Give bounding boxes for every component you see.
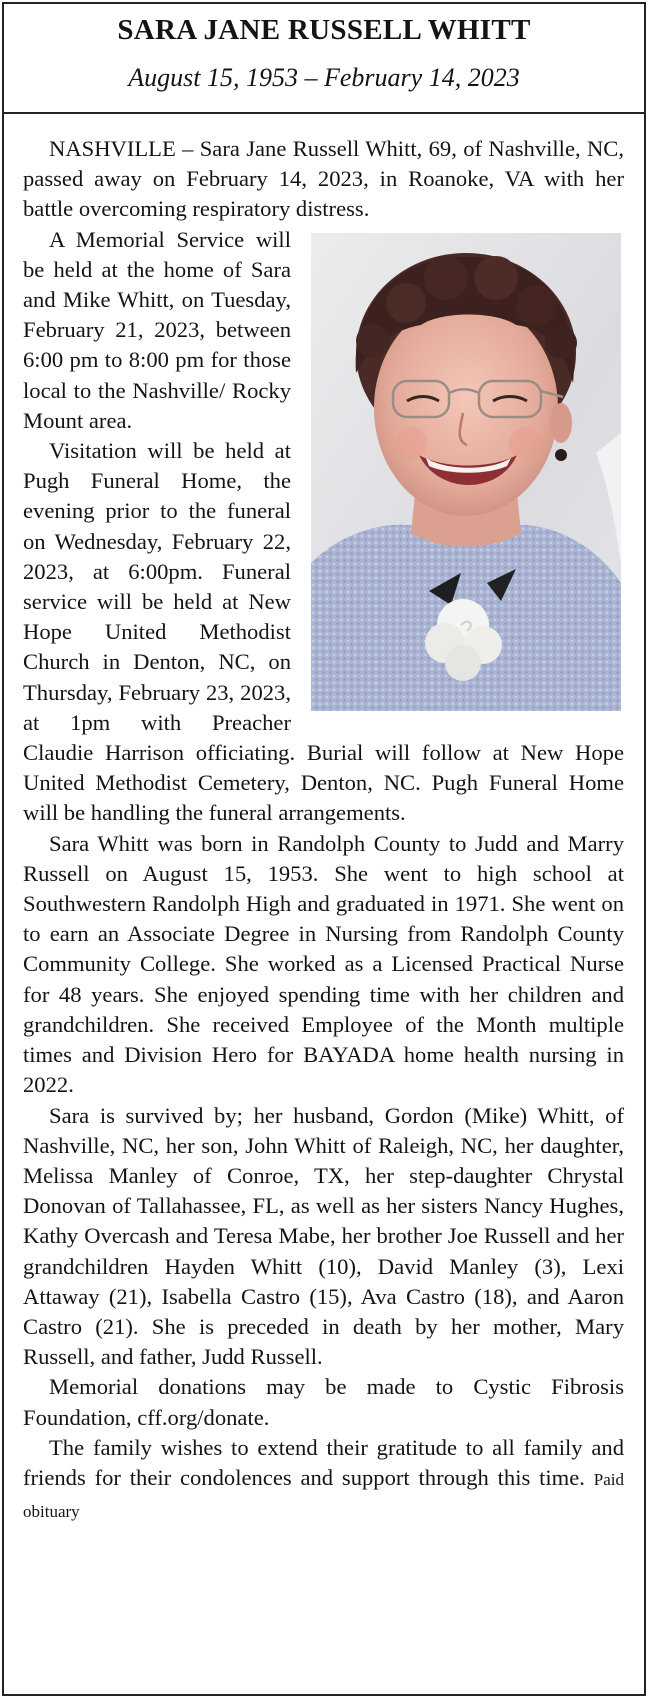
paragraph-biography: Sara Whitt was born in Randolph County to Judd and Marry Russell on August 15, 1953. She went to high school at Southwestern Randolph High and graduated in 1971. She went on to earn an Associate Degree in Nursing from Randolph County Community College. She worked as a Licensed Practical Nurse for 48 years. She enjoyed spending time with her children and grandchildren. She received Employee of the Month multiple times and Division Hero for BAYADA home health nursing in 2022. <box>23 830 624 1098</box>
paragraph-announcement: NASHVILLE – Sara Jane Russell Whitt, 69, of Nashville, NC, passed away on February 14, 2023, in Roanoke, VA with her battle overcoming respiratory distress. <box>23 136 624 222</box>
paragraph-survivors: Sara is survived by; her husband, Gordon (Mike) Whitt, of Nashville, NC, her son, John Whitt of Raleigh, NC, her daughter, Melissa Manley of Conroe, TX, her step-daughter Chrystal Donovan of Tallahassee, FL, as well as her sisters Nancy Hughes, Kathy Overcash and Teresa Mabe, her brother Joe Russell and her grandchildren Hayden Whitt (10), David Manley (3), Lexi Attaway (21), Isabella Castro (15), Ava Castro (18), and Aaron Castro (21). She is preceded in death by her mother, Mary Russell, and father, Judd Russell. <box>23 1102 624 1370</box>
obituary-body <box>4 114 644 1527</box>
obituary-header <box>4 4 644 114</box>
paid-obituary-label: Paid obituary <box>23 1469 625 1522</box>
paragraph-memorial-service: A Memorial Service will be held at the home of Sara and Mike Whitt, on Tuesday, February 21, 2023, between 6:00 pm to 8:00 pm for those local to the Nashville/ Rocky Mount area. <box>23 226 291 433</box>
life-dates: August 15, 1953 – February 14, 2023 <box>128 63 520 92</box>
obituary-frame <box>2 2 646 1696</box>
deceased-name: SARA JANE RUSSELL WHITT <box>117 14 531 46</box>
gratitude-text: The family wishes to extend their gratitude to all family and friends for their condolences and support through this time. <box>23 1434 624 1490</box>
portrait-photo <box>311 233 621 711</box>
paragraph-donations: Memorial donations may be made to Cystic Fibrosis Foundation, cff.org/donate. <box>23 1374 624 1430</box>
paragraph-gratitude <box>23 1433 624 1528</box>
paragraph-visitation-funeral: Visitation will be held at Pugh Funeral Home, the evening prior to the funeral on Wednesday, February 22, 2023, at 6:00pm. Funeral service will be held at New Hope United Methodist Church in Denton, NC, on Thursday, February 23, 2023, at 1pm with Preacher Claudie Harrison officiating. Burial will follow at New Hope United Methodist Cemetery, Denton, NC. Pugh Funeral Home will be handling the funeral arrangements. <box>23 438 624 826</box>
